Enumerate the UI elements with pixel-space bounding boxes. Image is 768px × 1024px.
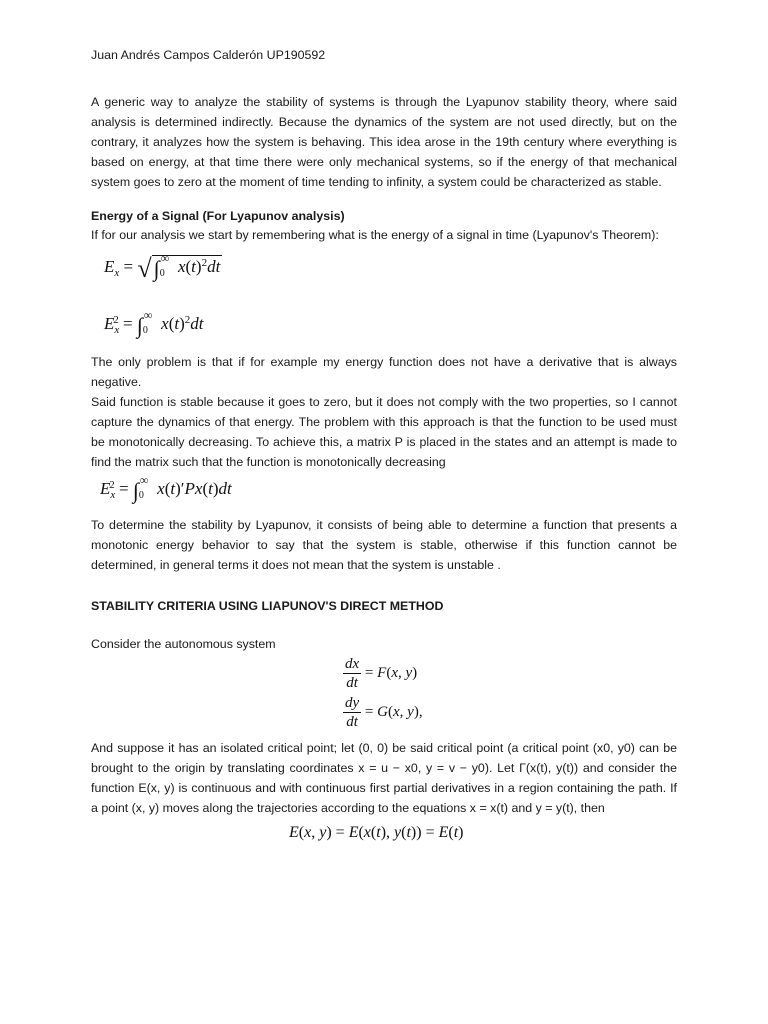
equation-energy-trajectory: E(x, y) = E(x(t), y(t)) = E(t) (289, 824, 464, 841)
section-heading-energy: Energy of a Signal (For Lyapunov analysis) (91, 209, 345, 223)
equation-energy-sqrt: $E_x$ = √∫ ∞ 0 $x(t)^2dt$ (104, 251, 221, 283)
author-line: Juan Andrés Campos Calderón UP190592 (91, 48, 326, 62)
autonomous-system-intro: Consider the autonomous system (91, 637, 276, 651)
energy-paragraph-3: To determine the stability by Lyapunov, it consists of being able to determine a function that presents a monotonic energy behavior to say that the system is stable, otherwise if this function cannot be determined, in general terms it does not mean that the system is unstable . (91, 518, 677, 572)
energy-paragraph-2: Said function is stable because it goes to zero, but it does not comply with the two properties, so I cannot capture the dynamics of that energy. The problem with this approach is that the function to be used must be monotonically decreasing. To achieve this, a matrix P is placed in the states and an attempt is made to find the matrix such that the function is monotonically decreasing (91, 395, 677, 469)
equation-dy-dt: $\frac{dy}{dt}$ = G(x, y), (345, 695, 423, 730)
equation-energy-squared: $E_x^2$ = ∫ ∞ 0 $x(t)^2dt$ (104, 308, 204, 338)
energy-paragraph-1: The only problem is that if for example my energy function does not have a derivative that is always negative. (91, 355, 677, 389)
energy-intro-text: If for our analysis we start by remembering what is the energy of a signal in time (Lyapunov's Theorem): (91, 228, 659, 242)
critical-point-paragraph: And suppose it has an isolated critical point; let (0, 0) be said critical point (a critical point (x0, y0) can be brought to the origin by translating coordinates x = u − x0, y = v − y0). Let Γ(x(t), y(t)) and consider the function E(x, y) is continuous and with continuous first partial derivatives in a region containing the path. If a point (x, y) moves along the trajectories according to the equations x = x(t) and y = y(t), then (91, 741, 677, 815)
section-heading-stability: STABILITY CRITERIA USING LIAPUNOV'S DIRECT METHOD (91, 599, 444, 613)
intro-paragraph: A generic way to analyze the stability of systems is through the Lyapunov stability theory, where said analysis is determined indirectly. Because the dynamics of the system are not used directly, but on the contrary, it analyzes how the system is behaving. This idea arose in the 19th century where everything is based on energy, at that time there were only mechanical systems, so if the energy of that mechanical system goes to zero at the moment of time tending to infinity, a system could be characterized as stable. (91, 95, 677, 189)
equation-dx-dt: $\frac{dx}{dt}$ = F(x, y) (345, 656, 418, 691)
equation-energy-matrix-p: $E_x^2$ = ∫ ∞ 0 x(t)′Px(t)dt (100, 473, 232, 503)
